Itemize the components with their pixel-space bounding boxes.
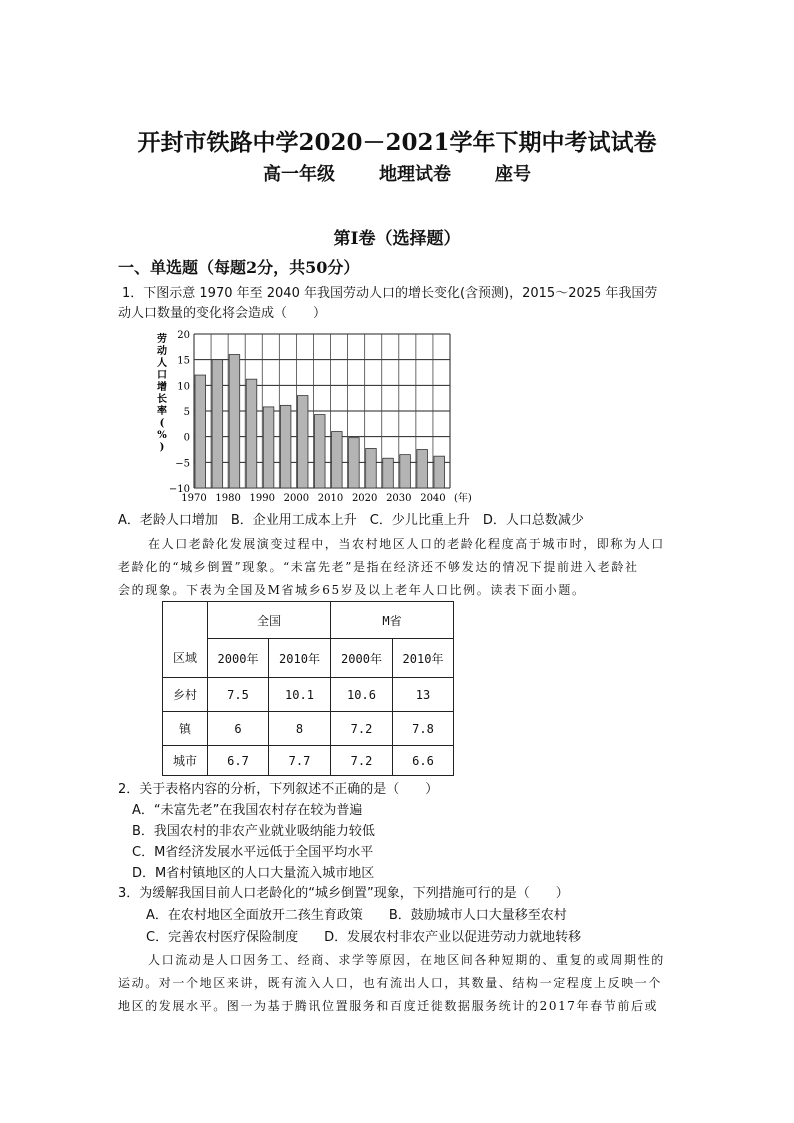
x-tick-label: 2000 xyxy=(283,493,310,504)
bar-1970 xyxy=(195,375,206,488)
q3-options-cd: C．完善农村医疗保险制度 D．发展农村非农产业以促进劳动力就地转移 xyxy=(146,930,582,945)
cell: 13 xyxy=(393,678,454,712)
y-tick-label: −10 xyxy=(168,484,190,495)
bar-2015 xyxy=(349,438,360,488)
bar-2020 xyxy=(366,448,377,488)
x-tick-label: 2020 xyxy=(351,493,378,504)
seat-label: 座号 xyxy=(495,164,531,185)
table-year-header: 2000年 xyxy=(208,639,269,678)
y-tick-label: 15 xyxy=(177,355,190,367)
elderly-ratio-table xyxy=(162,601,454,776)
cell: 10.1 xyxy=(269,678,331,712)
cell: 6 xyxy=(208,712,269,746)
passage1-line3: 会的现象。下表为全国及M省城乡65岁及以上老年人口比例。读表下面小题。 xyxy=(118,583,586,597)
table-group-header: 全国 xyxy=(208,602,331,639)
y-tick-label: −5 xyxy=(175,458,190,470)
table-year-header: 2010年 xyxy=(269,639,331,678)
passage1-line1: 在人口老龄化发展演变过程中，当农村地区人口的老龄化程度高于城市时，即称为人口 xyxy=(148,537,665,551)
passage2-line1: 人口流动是人口因务工、经商、求学等原因，在地区间各种短期的、重复的或周期性的 xyxy=(148,953,665,967)
cell: 7.5 xyxy=(208,678,269,712)
row-label: 城市 xyxy=(163,746,208,776)
q1-options: A．老龄人口增加 B．企业用工成本上升 C．少儿比重上升 D．人口总数减少 xyxy=(118,513,584,528)
bar-2030 xyxy=(400,455,411,488)
q2-stem: 2．关于表格内容的分析，下列叙述不正确的是（ ） xyxy=(118,782,439,797)
y-tick-label: 5 xyxy=(183,407,190,418)
passage2-line3: 地区的发展水平。图一为基于腾讯位置服务和百度迁徙数据服务统计的2017年春节前后或 xyxy=(118,999,659,1013)
cell: 7.7 xyxy=(269,746,331,776)
x-tick-label: 2030 xyxy=(386,493,412,504)
y-tick-label: 20 xyxy=(177,330,190,341)
bar-1990 xyxy=(263,407,274,488)
y-axis-label-char: 口 xyxy=(157,370,167,381)
q1-stem-line1: 1．下图示意 1970 年至 2040 年我国劳动人口的增长变化(含预测)，2015～2025 年我国劳 xyxy=(122,286,658,301)
y-tick-label: 10 xyxy=(177,381,190,393)
cell: 6.7 xyxy=(208,746,269,776)
exam-title: 开封市铁路中学2020－2021学年下期中考试试卷 xyxy=(137,129,657,156)
x-tick-label: 2040 xyxy=(420,493,446,504)
y-axis-label-char: ) xyxy=(159,442,165,453)
y-tick-label: 0 xyxy=(183,432,190,444)
q2-option-b: B．我国农村的非农产业就业吸纳能力较低 xyxy=(132,824,375,839)
row-label: 镇 xyxy=(163,712,208,746)
cell: 7.2 xyxy=(331,712,393,746)
q2-option-d: D．M省村镇地区的人口大量流入城市地区 xyxy=(132,866,375,881)
y-axis-label-char: 增 xyxy=(157,382,167,393)
bar-2010 xyxy=(332,432,343,488)
passage1-line2: 老龄化的“城乡倒置”现象。“未富先老”是指在经济还不够发达的情况下提前进入老龄社 xyxy=(118,560,639,574)
bar-1995 xyxy=(280,405,291,488)
table-row xyxy=(163,712,454,746)
bar-1975 xyxy=(212,360,223,488)
x-tick-label: 1970 xyxy=(181,493,207,504)
y-axis-label-char: ( xyxy=(159,418,165,429)
bar-1985 xyxy=(246,379,257,488)
y-axis-label-char: % xyxy=(157,430,167,441)
y-axis-label-char: 劳 xyxy=(157,334,167,345)
table-row xyxy=(163,746,454,776)
cell: 10.6 xyxy=(331,678,393,712)
table-row xyxy=(163,678,454,712)
q2-option-a: A．“未富先老”在我国农村存在较为普遍 xyxy=(132,803,363,818)
x-axis-label: (年) xyxy=(454,493,472,504)
cell: 8 xyxy=(269,712,331,746)
bar-2025 xyxy=(383,458,394,488)
table-year-header: 2000年 xyxy=(331,639,393,678)
x-tick-label: 2010 xyxy=(317,493,344,504)
subject-label: 地理试卷 xyxy=(379,164,451,185)
section-heading: 一、单选题（每题2分，共50分） xyxy=(118,258,360,277)
y-axis-label-char: 率 xyxy=(157,406,167,417)
q3-options-ab: A．在农村地区全面放开二孩生育政策 B．鼓励城市人口大量移至农村 xyxy=(146,908,567,923)
q3-stem: 3．为缓解我国目前人口老龄化的“城乡倒置”现象，下列措施可行的是（ ） xyxy=(118,886,569,901)
cell: 6.6 xyxy=(393,746,454,776)
bar-2035 xyxy=(417,450,428,489)
part-title: 第Ⅰ卷（选择题） xyxy=(333,229,461,249)
labor-growth-chart xyxy=(150,322,480,512)
bar-1980 xyxy=(229,355,240,488)
y-axis-label-char: 动 xyxy=(157,346,167,357)
grade-label: 高一年级 xyxy=(263,164,335,185)
passage2-line2: 运动。对一个地区来讲，既有流入人口，也有流出人口，其数量、结构一定程度上反映一个 xyxy=(118,976,663,990)
bar-2000 xyxy=(297,396,308,488)
cell: 7.8 xyxy=(393,712,454,746)
x-tick-label: 1980 xyxy=(215,493,241,504)
table-corner xyxy=(163,602,208,639)
cell: 7.2 xyxy=(331,746,393,776)
bar-2040 xyxy=(434,456,445,488)
table-region-header: 区域 xyxy=(163,639,208,678)
table-group-header: M省 xyxy=(331,602,454,639)
q1-stem-line2: 动人口数量的变化将会造成（ ） xyxy=(118,306,327,321)
row-label: 乡村 xyxy=(163,678,208,712)
y-axis-label-char: 长 xyxy=(157,394,167,405)
y-axis-label-char: 人 xyxy=(157,358,167,369)
bar-2005 xyxy=(314,415,325,488)
x-tick-label: 1990 xyxy=(249,493,275,504)
q2-option-c: C．M省经济发展水平远低于全国平均水平 xyxy=(132,845,374,860)
exam-subtitle xyxy=(0,160,794,186)
table-year-header: 2010年 xyxy=(393,639,454,678)
